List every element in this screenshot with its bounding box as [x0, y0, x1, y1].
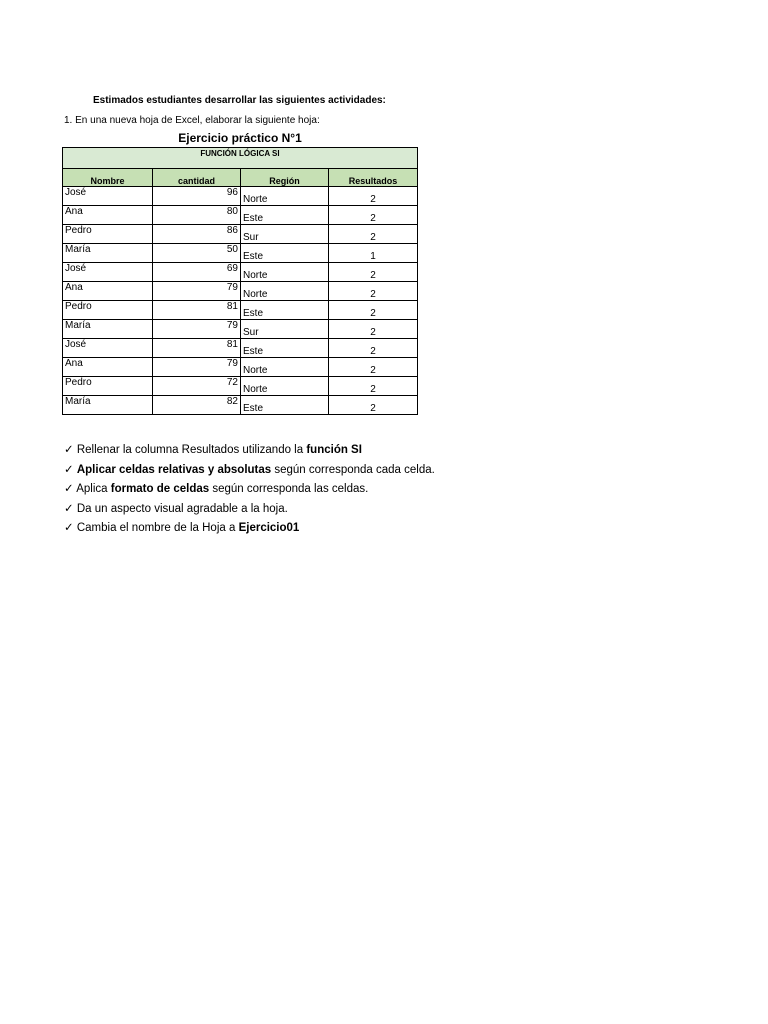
cell-region[interactable]: Norte: [241, 187, 329, 206]
cell-nombre[interactable]: Ana: [63, 282, 153, 301]
cell-cantidad[interactable]: 50: [153, 244, 241, 263]
cell-resultado[interactable]: 2: [329, 320, 418, 339]
cell-nombre[interactable]: María: [63, 244, 153, 263]
column-header-nombre: Nombre: [63, 169, 153, 187]
check-mark-icon: ✓: [64, 444, 74, 456]
cell-resultado[interactable]: 1: [329, 244, 418, 263]
cell-region[interactable]: Sur: [241, 320, 329, 339]
task-text: Aplica: [76, 483, 111, 495]
task-item: [64, 480, 435, 500]
cell-resultado[interactable]: 2: [329, 282, 418, 301]
table-row: [63, 225, 418, 244]
task-text-bold: Aplicar celdas relativas y absolutas: [76, 463, 272, 476]
task-item: [64, 441, 435, 461]
instructions-heading: Estimados estudiantes desarrollar las siguientes actividades:: [93, 95, 386, 106]
cell-nombre[interactable]: Pedro: [63, 225, 153, 244]
check-mark-icon: ✓: [64, 502, 74, 515]
cell-cantidad[interactable]: 79: [153, 282, 241, 301]
task-item: [64, 519, 435, 539]
cell-region[interactable]: Norte: [241, 377, 329, 396]
cell-region[interactable]: Norte: [241, 282, 329, 301]
cell-resultado[interactable]: 2: [329, 358, 418, 377]
cell-nombre[interactable]: Pedro: [63, 377, 153, 396]
cell-resultado[interactable]: 2: [329, 301, 418, 320]
cell-nombre[interactable]: José: [63, 263, 153, 282]
cell-nombre[interactable]: María: [63, 320, 153, 339]
task-text-bold: Ejercicio01: [238, 522, 300, 534]
table-row: [63, 320, 418, 339]
check-mark-icon: ✓: [64, 483, 74, 495]
cell-cantidad[interactable]: 96: [153, 187, 241, 206]
cell-cantidad[interactable]: 82: [153, 396, 241, 415]
table-body: [63, 187, 418, 415]
cell-nombre[interactable]: José: [63, 187, 153, 206]
column-header-region: Región: [241, 169, 329, 187]
exercise-table: [62, 147, 418, 415]
table-row: [63, 339, 418, 358]
table-row: [63, 396, 418, 415]
task-text: Da un aspecto visual agradable a la hoja.: [76, 502, 288, 515]
table-caption: FUNCIÓN LÓGICA SI: [63, 148, 418, 169]
check-mark-icon: ✓: [64, 463, 74, 476]
cell-cantidad[interactable]: 79: [153, 320, 241, 339]
cell-nombre[interactable]: Pedro: [63, 301, 153, 320]
cell-cantidad[interactable]: 72: [153, 377, 241, 396]
cell-resultado[interactable]: 2: [329, 187, 418, 206]
task-text: según corresponda cada celda.: [271, 463, 435, 476]
cell-nombre[interactable]: Ana: [63, 358, 153, 377]
cell-region[interactable]: Este: [241, 396, 329, 415]
exercise-title: Ejercicio práctico N°1: [178, 131, 302, 145]
cell-region[interactable]: Este: [241, 244, 329, 263]
cell-resultado[interactable]: 2: [329, 263, 418, 282]
cell-nombre[interactable]: José: [63, 339, 153, 358]
cell-region[interactable]: Este: [241, 339, 329, 358]
task-text-bold: formato de celdas: [110, 483, 210, 495]
cell-resultado[interactable]: 2: [329, 339, 418, 358]
table-row: [63, 282, 418, 301]
cell-region[interactable]: Este: [241, 301, 329, 320]
cell-region[interactable]: Sur: [241, 225, 329, 244]
caption-row: [63, 148, 418, 169]
table-row: [63, 358, 418, 377]
cell-resultado[interactable]: 2: [329, 377, 418, 396]
table-row: [63, 187, 418, 206]
table-row: [63, 377, 418, 396]
check-mark-icon: ✓: [64, 522, 74, 534]
column-header-resultados: Resultados: [329, 169, 418, 187]
cell-cantidad[interactable]: 86: [153, 225, 241, 244]
task-text-bold: función SI: [306, 444, 362, 456]
instruction-step-1: 1. En una nueva hoja de Excel, elaborar la siguiente hoja:: [64, 115, 320, 126]
table-row: [63, 301, 418, 320]
task-item: [64, 461, 435, 481]
task-text: Rellenar la columna Resultados utilizando la: [76, 444, 307, 456]
table-row: [63, 206, 418, 225]
table-row: [63, 263, 418, 282]
cell-cantidad[interactable]: 81: [153, 301, 241, 320]
cell-cantidad[interactable]: 79: [153, 358, 241, 377]
header-row: [63, 169, 418, 187]
cell-region[interactable]: Norte: [241, 263, 329, 282]
cell-region[interactable]: Norte: [241, 358, 329, 377]
cell-nombre[interactable]: María: [63, 396, 153, 415]
table-row: [63, 244, 418, 263]
column-header-cantidad: cantidad: [153, 169, 241, 187]
cell-region[interactable]: Este: [241, 206, 329, 225]
task-text: Cambia el nombre de la Hoja a: [76, 522, 239, 534]
task-text: según corresponda las celdas.: [209, 483, 369, 495]
cell-resultado[interactable]: 2: [329, 396, 418, 415]
task-item: [64, 500, 435, 520]
cell-nombre[interactable]: Ana: [63, 206, 153, 225]
cell-cantidad[interactable]: 81: [153, 339, 241, 358]
cell-cantidad[interactable]: 69: [153, 263, 241, 282]
cell-resultado[interactable]: 2: [329, 225, 418, 244]
cell-cantidad[interactable]: 80: [153, 206, 241, 225]
task-list: [64, 441, 435, 539]
cell-resultado[interactable]: 2: [329, 206, 418, 225]
